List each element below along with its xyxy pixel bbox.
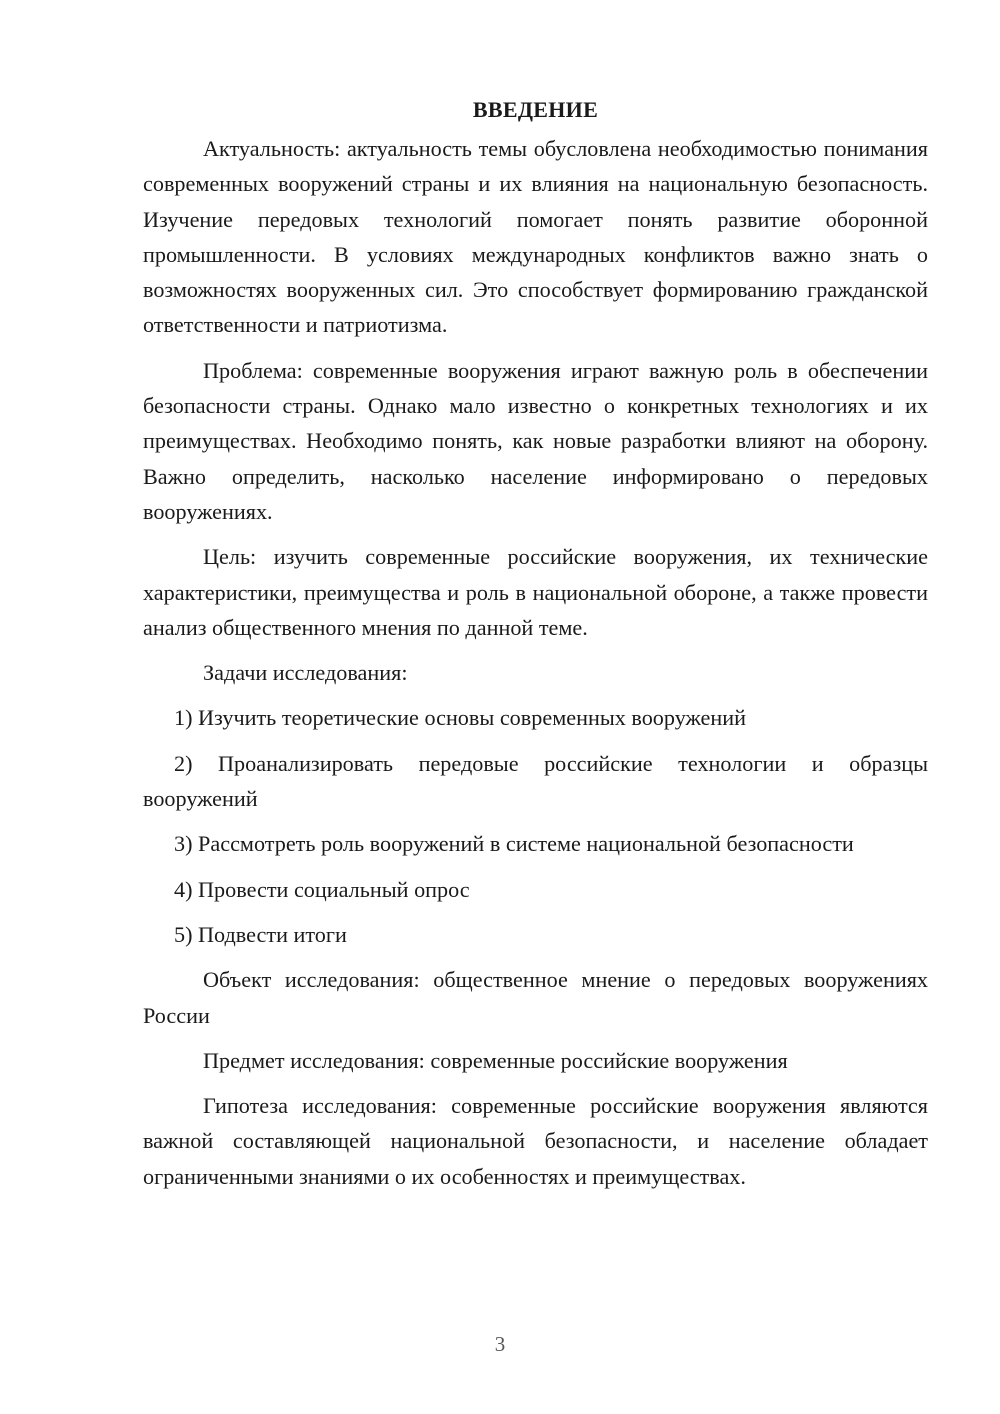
paragraph-spacer: [143, 862, 928, 872]
subject-paragraph: Предмет исследования: современные российские вооружения: [203, 1047, 788, 1073]
task-item: 5) Подвести итоги: [174, 921, 347, 947]
problem-paragraph: Проблема: современные вооружения играют важную роль в обеспечении безопасности страны. Однако мало известно о конкретных технологиях и их преимуществах. Необходимо понять, как новые разработки влияют на оборону. Важно определить, насколько население информировано о передовых вооружениях.: [143, 357, 928, 524]
task-item: 4) Провести социальный опрос: [174, 876, 470, 902]
task-item: 3) Рассмотреть роль вооружений в системе национальной безопасности: [174, 831, 854, 857]
paragraph-spacer: [143, 907, 928, 917]
paragraph-spacer: [143, 736, 928, 746]
page-number: 3: [494, 1332, 506, 1356]
paragraph-spacer: [143, 343, 928, 353]
document-page: [143, 92, 928, 1194]
tasks-heading: Задачи исследования:: [203, 660, 408, 686]
paragraph-spacer: [143, 816, 928, 826]
paragraph-spacer: [143, 529, 928, 539]
hypothesis-paragraph: Гипотеза исследования: современные российские вооружения являются важной составляющей национальной безопасности, и население обладает ограниченными знаниями о их особенностях и преимуществах.: [143, 1093, 928, 1189]
relevance-paragraph: Актуальность: актуальность темы обусловлена необходимостью понимания современных вооружений страны и их влияния на национальную безопасность. Изучение передовых технологий помогает понять развитие оборонной промышленности. В условиях международных конфликтов важно знать о возможностях вооруженных сил. Это способствует формированию гражданской ответственности и патриотизма.: [143, 136, 928, 338]
section-title: ВВЕДЕНИЕ: [472, 97, 599, 122]
paragraph-spacer: [143, 1033, 928, 1043]
task-item: 1) Изучить теоретические основы современных вооружений: [174, 705, 746, 731]
paragraph-spacer: [143, 645, 928, 655]
goal-paragraph: Цель: изучить современные российские вооружения, их технические характеристики, преимущества и роль в национальной обороне, а также провести анализ общественного мнения по данной теме.: [143, 544, 928, 640]
paragraph-spacer: [143, 952, 928, 962]
object-paragraph: Объект исследования: общественное мнение о передовых вооружениях России: [143, 967, 928, 1028]
paragraph-spacer: [143, 690, 928, 700]
task-item: 2) Проанализировать передовые российские технологии и образцы вооружений: [143, 750, 928, 812]
paragraph-spacer: [143, 1078, 928, 1088]
